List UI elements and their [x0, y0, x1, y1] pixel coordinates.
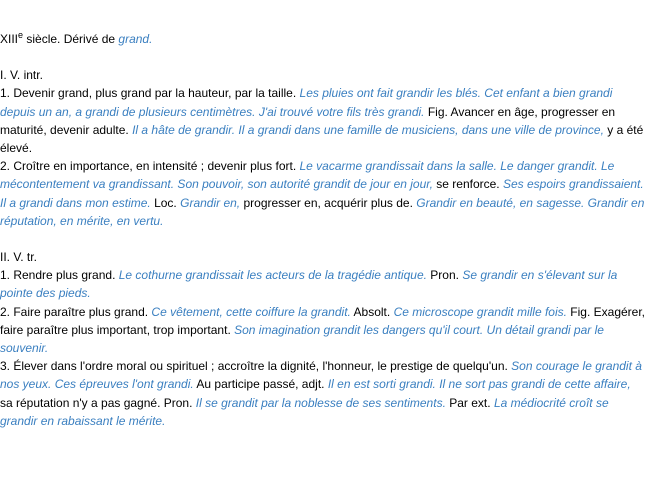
example-text: Son imagination grandit les dangers qu'il court. Un détail grandi par le souvenir.: [0, 322, 604, 356]
dictionary-entry: [0, 30, 646, 430]
definition-text: se renforce.: [432, 177, 503, 192]
sense-2-intr: [0, 157, 646, 230]
definition-text: y a été élevé.: [0, 122, 644, 156]
example-text: Le cothurne grandissait les acteurs de la tragédie antique.: [118, 268, 427, 283]
sense-1-tr: [0, 266, 646, 302]
definition-text: sa réputation n'y a pas gagné. Pron.: [0, 395, 196, 410]
sense-2-tr: [0, 303, 646, 358]
section-heading-intr: I. V. intr.: [0, 68, 43, 83]
definition-text: Par ext.: [445, 395, 494, 410]
example-text: Il en est sorti grandi. Il ne sort pas grandi de cette affaire,: [327, 377, 631, 392]
definition-text: progresser en, acquérir plus de.: [240, 195, 417, 210]
sense-3-tr: [0, 357, 646, 430]
definition-text: Pron.: [426, 268, 463, 283]
example-text: Les pluies ont fait grandir les blés. Cet enfant a bien grandi depuis un an, a grandi de plusieurs centimètres. J'ai trouvé votre fils très grandi.: [0, 86, 613, 119]
etymology-text: siècle. Dérivé de: [23, 32, 119, 46]
example-text: Ce microscope grandit mille fois.: [393, 304, 567, 319]
etymology-link[interactable]: grand.: [118, 32, 153, 46]
definition-text: Loc.: [150, 195, 181, 210]
example-text: Son courage le grandit à nos yeux. Ces épreuves l'ont grandi.: [0, 359, 642, 392]
example-text: Il a hâte de grandir. Il a grandi dans une famille de musiciens, dans une ville de province,: [132, 122, 604, 137]
example-text: Ce vêtement, cette coiffure la grandit.: [151, 304, 351, 319]
definition-text: Fig. Exagérer, faire paraître plus important, trop important.: [0, 304, 646, 337]
example-text: Grandir en beauté, en sagesse. Grandir en réputation, en mérite, en vertu.: [0, 195, 645, 228]
etymology-sup: e: [18, 30, 24, 40]
definition-text: Fig. Avancer en âge, progresser en maturité, devenir adulte.: [0, 104, 616, 137]
spacer: [0, 48, 646, 66]
example-text: Il se grandit par la noblesse de ses sentiments.: [195, 395, 446, 410]
definition-text: 1. Rendre plus grand.: [0, 268, 119, 283]
definition-text: 3. Élever dans l'ordre moral ou spirituel ; accroître la dignité, l'honneur, le prestige de quelqu'un.: [0, 359, 512, 374]
example-text: La médiocrité croît se grandir en rabaissant le mérite.: [0, 395, 609, 428]
example-text: Grandir en,: [180, 195, 241, 210]
definition-text: Au participe passé, adjt.: [193, 377, 328, 392]
spacer: [0, 230, 646, 248]
etymology: [0, 30, 646, 48]
example-text: Se grandir en s'élevant sur la pointe des pieds.: [0, 268, 618, 301]
etymology-century: XIII: [0, 32, 19, 46]
example-text: Ses espoirs grandissaient. Il a grandi dans mon estime.: [0, 177, 644, 210]
definition-text: Absolt.: [350, 304, 394, 319]
definition-text: 2. Faire paraître plus grand.: [0, 304, 152, 319]
definition-text: 2. Croître en importance, en intensité ; devenir plus fort.: [0, 159, 300, 174]
section-heading-tr: II. V. tr.: [0, 250, 37, 265]
example-text: Le vacarme grandissait dans la salle. Le danger grandit. Le mécontentement va grandissant. Son pouvoir, son autorité grandit de jour en jour,: [0, 159, 615, 192]
sense-1-intr: [0, 84, 646, 157]
definition-text: 1. Devenir grand, plus grand par la hauteur, par la taille.: [0, 86, 300, 101]
